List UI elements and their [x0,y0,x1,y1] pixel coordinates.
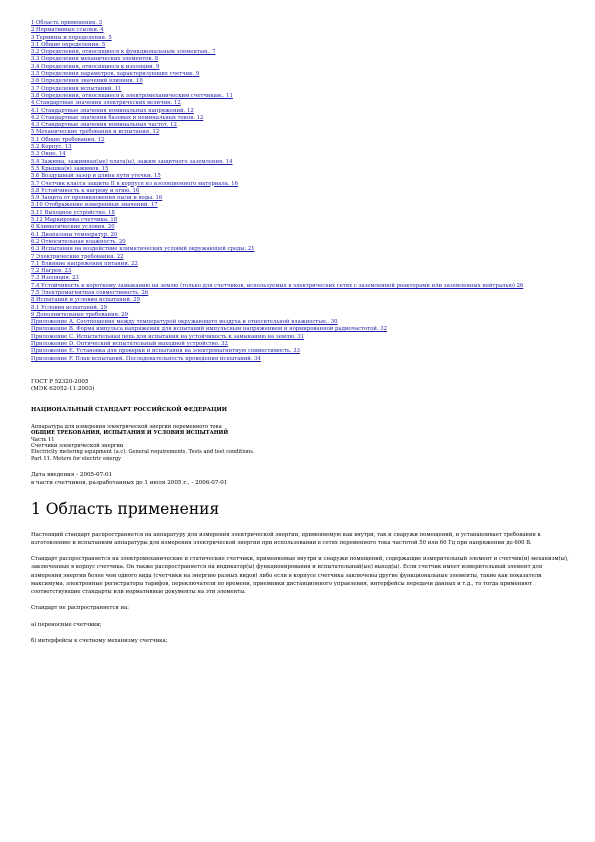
scope-item-a: а) переносные счетчики; [31,621,102,628]
toc-link[interactable]: 8.1 Условия испытаний. 29 [31,304,108,311]
english-title-line1: Electricity metering equipment (a.c). General requirements, Tests and test conditions. [31,449,255,456]
toc-link[interactable]: 5.11 Выходное устройство. 18 [31,209,115,216]
toc-link[interactable]: 1 Область применения. 3 [31,20,103,26]
toc-link[interactable]: 3.1 Общие определения. 5 [31,41,106,48]
toc-link[interactable]: 4.2 Стандартные значения базовых и номинальных токов. 12 [31,114,204,121]
toc-link[interactable]: 5.5 Крышка(и) зажимов. 15 [31,165,109,172]
toc-link[interactable]: 5.9 Защита от проникновения пыли и воды. 16 [31,195,163,202]
toc-link[interactable]: 5.10 Отображение измеренных значений. 17 [31,202,158,209]
toc-link[interactable]: 6 Климатические условия. 20 [31,224,115,231]
toc-link[interactable]: 7.1 Влияние напряжения питания. 22 [31,260,138,267]
toc-link[interactable]: 3.3 Определения механических элементов. 8 [31,56,159,63]
toc-link[interactable]: 7.2 Нагрев. 23 [31,268,72,275]
standard-code: ГОСТ Р 52320-2005 [31,378,89,385]
toc-link[interactable]: 4.3 Стандартные значения номинальных частот. 12 [31,122,177,129]
english-title-line2: Part 11. Meters for electric energy [31,455,121,462]
toc-link[interactable]: 3.7 Определения испытаний. 11 [31,85,122,92]
toc-link[interactable]: Приложение В. Форма импульса напряжения для испытаний импульсным напряжением и нормированной радиочастотой. 32 [31,326,388,333]
toc-link[interactable]: 6.3 Испытания на воздействие климатических условий окружающей среды. 21 [31,246,255,253]
toc-link[interactable]: 5.8 Устойчивость к нагреву и огню. 16 [31,187,140,194]
scope-paragraph-3: Стандарт не распространяется на: [31,605,129,612]
standard-part-title: Счетчики электрической энергии [31,443,124,450]
toc-link[interactable]: 5 Механические требования и испытания. 12 [31,129,160,136]
national-standard-label: НАЦИОНАЛЬНЫЙ СТАНДАРТ РОССИЙСКОЙ ФЕДЕРАЦИИ [31,406,228,413]
toc-link[interactable]: Приложение D. Оптический испытательный выходной устройство. 32 [31,341,228,348]
toc-link[interactable]: 6.1 Диапазоны температур. 20 [31,231,118,238]
standard-part: Часть 11 [31,436,55,443]
table-of-contents [31,20,571,363]
toc-link[interactable]: 5.3 Окно. 14 [31,151,66,158]
document-page [31,20,571,645]
scope-paragraph-2: Стандарт распространяется на электромеханические и статические счетчики, применяемые внутри и снаружи помещений, содержащие измерительный элемент и счетчик(и) механизм(ы), заключенные в корпус счетчика. Он также распространяется на индикатор(ы) функционирования и испытательный(ые) выход(ы). Если счетчик имеет измерительный элемент для измерения энергии более чем одного вида (счетчики на энергию разных видов) либо если в корпусе счетчика заключены другие функциональные элементы, такие как показатели максимума, электронные регистраторы тарифов, переключатели по времени, приемники дистанционного управления, интерфейсы передачи данных и т.д., то тогда применяют соответствующие стандарты или нормативные документы на эти элементы. [31,556,569,596]
toc-link[interactable]: 3.8 Определения, относящиеся к электромеханическим счетчикам.. 11 [31,92,233,99]
section-heading: 1 Область применения [31,499,220,518]
toc-link[interactable]: 6.2 Относительная влажность. 20 [31,238,126,245]
standard-title-line2: ОБЩИЕ ТРЕБОВАНИЯ, ИСПЫТАНИЯ И УСЛОВИЯ ИСПЫТАНИЙ [31,430,229,437]
toc-link[interactable]: Приложение А. Соотношение между температурой окружающего воздуха и относительной влажностью.. 30 [31,319,338,326]
toc-link[interactable]: 3.6 Определения значений влияния. 10 [31,78,143,85]
toc-link[interactable]: 7.4 Устойчивость к короткому замыканию на землю (только для счетчиков, используемых в электрических сетях с заземленной реакторами или заземленных нейтралью) 26 [31,282,524,289]
iec-code: (МЭК 62052-11:2003) [31,386,95,393]
introduction-date-note: в части счетчиков, разработанных до 1 июля 2005 г., - 2006-07-01 [31,479,228,486]
toc-link[interactable]: 2 Нормативные ссылки. 4 [31,27,104,34]
toc-link[interactable]: 9 Дополнительные требования. 29 [31,311,129,318]
toc-link[interactable]: 5.7 Счетчик класса защиты II в корпусе из изоляционного материала. 16 [31,180,239,187]
toc-link[interactable]: 5.12 Маркировка счетчика. 18 [31,217,118,224]
toc-link[interactable]: Приложение Е. Установка для проверки и испытания на электромагнитную совместимость. 33 [31,348,301,355]
scope-paragraph-1: Настоящий стандарт распространяется на аппаратуру для измерения электрической энергии, применяемую как внутри, так и снаружи помещений, и устанавливает требования к изготовлению и испытаниям аппаратуры для измерения электрической энергии при использовании в сетях переменного тока частотой 50 или 60 Гц при напряжении до 600 В. [31,531,541,547]
toc-link[interactable]: 4.1 Стандартные значения номинальных напряжений. 12 [31,107,194,114]
introduction-date: Дата введения - 2005-07-01 [31,472,113,479]
toc-link[interactable]: 5.1 Общие требования. 12 [31,136,105,143]
toc-link[interactable]: 8 Испытания и условия испытаний. 29 [31,297,140,304]
toc-link[interactable]: 5.2 Корпус. 13 [31,144,72,151]
toc-link[interactable]: Приложение F. План испытаний. Последовательность проведения испытаний. 34 [31,355,261,362]
toc-link[interactable]: 7.3 Изоляция. 23 [31,275,79,282]
toc-link[interactable]: 4 Стандартные значения электрических величин. 12 [31,100,181,107]
toc-link[interactable]: 5.6 Воздушный зазор и длина пути утечки. 15 [31,173,161,180]
toc-link[interactable]: 3.2 Определения, относящиеся к функциональным элементам.. 7 [31,49,216,56]
toc-link[interactable]: 7 Электрические требования. 22 [31,253,124,260]
standard-title-line1: Аппаратура для измерения электрической энергии переменного тока [31,423,222,430]
toc-link[interactable]: 7.5 Электромагнитная совместимость. 26 [31,289,149,296]
toc-link[interactable]: 3.5 Определения параметров, характеризующих счетчик. 9 [31,71,200,78]
toc-link[interactable]: Приложение С. Испытательная цепь для испытания на устойчивость к замыканию на землю. 31 [31,333,305,340]
scope-item-b: б) интерфейсы к счетному механизму счетчика; [31,637,168,644]
toc-link[interactable]: 3 Термины и определения. 5 [31,34,112,41]
toc-link[interactable]: 3.4 Определения, относящиеся к изоляции. 9 [31,63,160,70]
toc-link[interactable]: 5.4 Зажимы, зажимная(ые) плата(ы), зажим защитного заземления. 14 [31,158,233,165]
